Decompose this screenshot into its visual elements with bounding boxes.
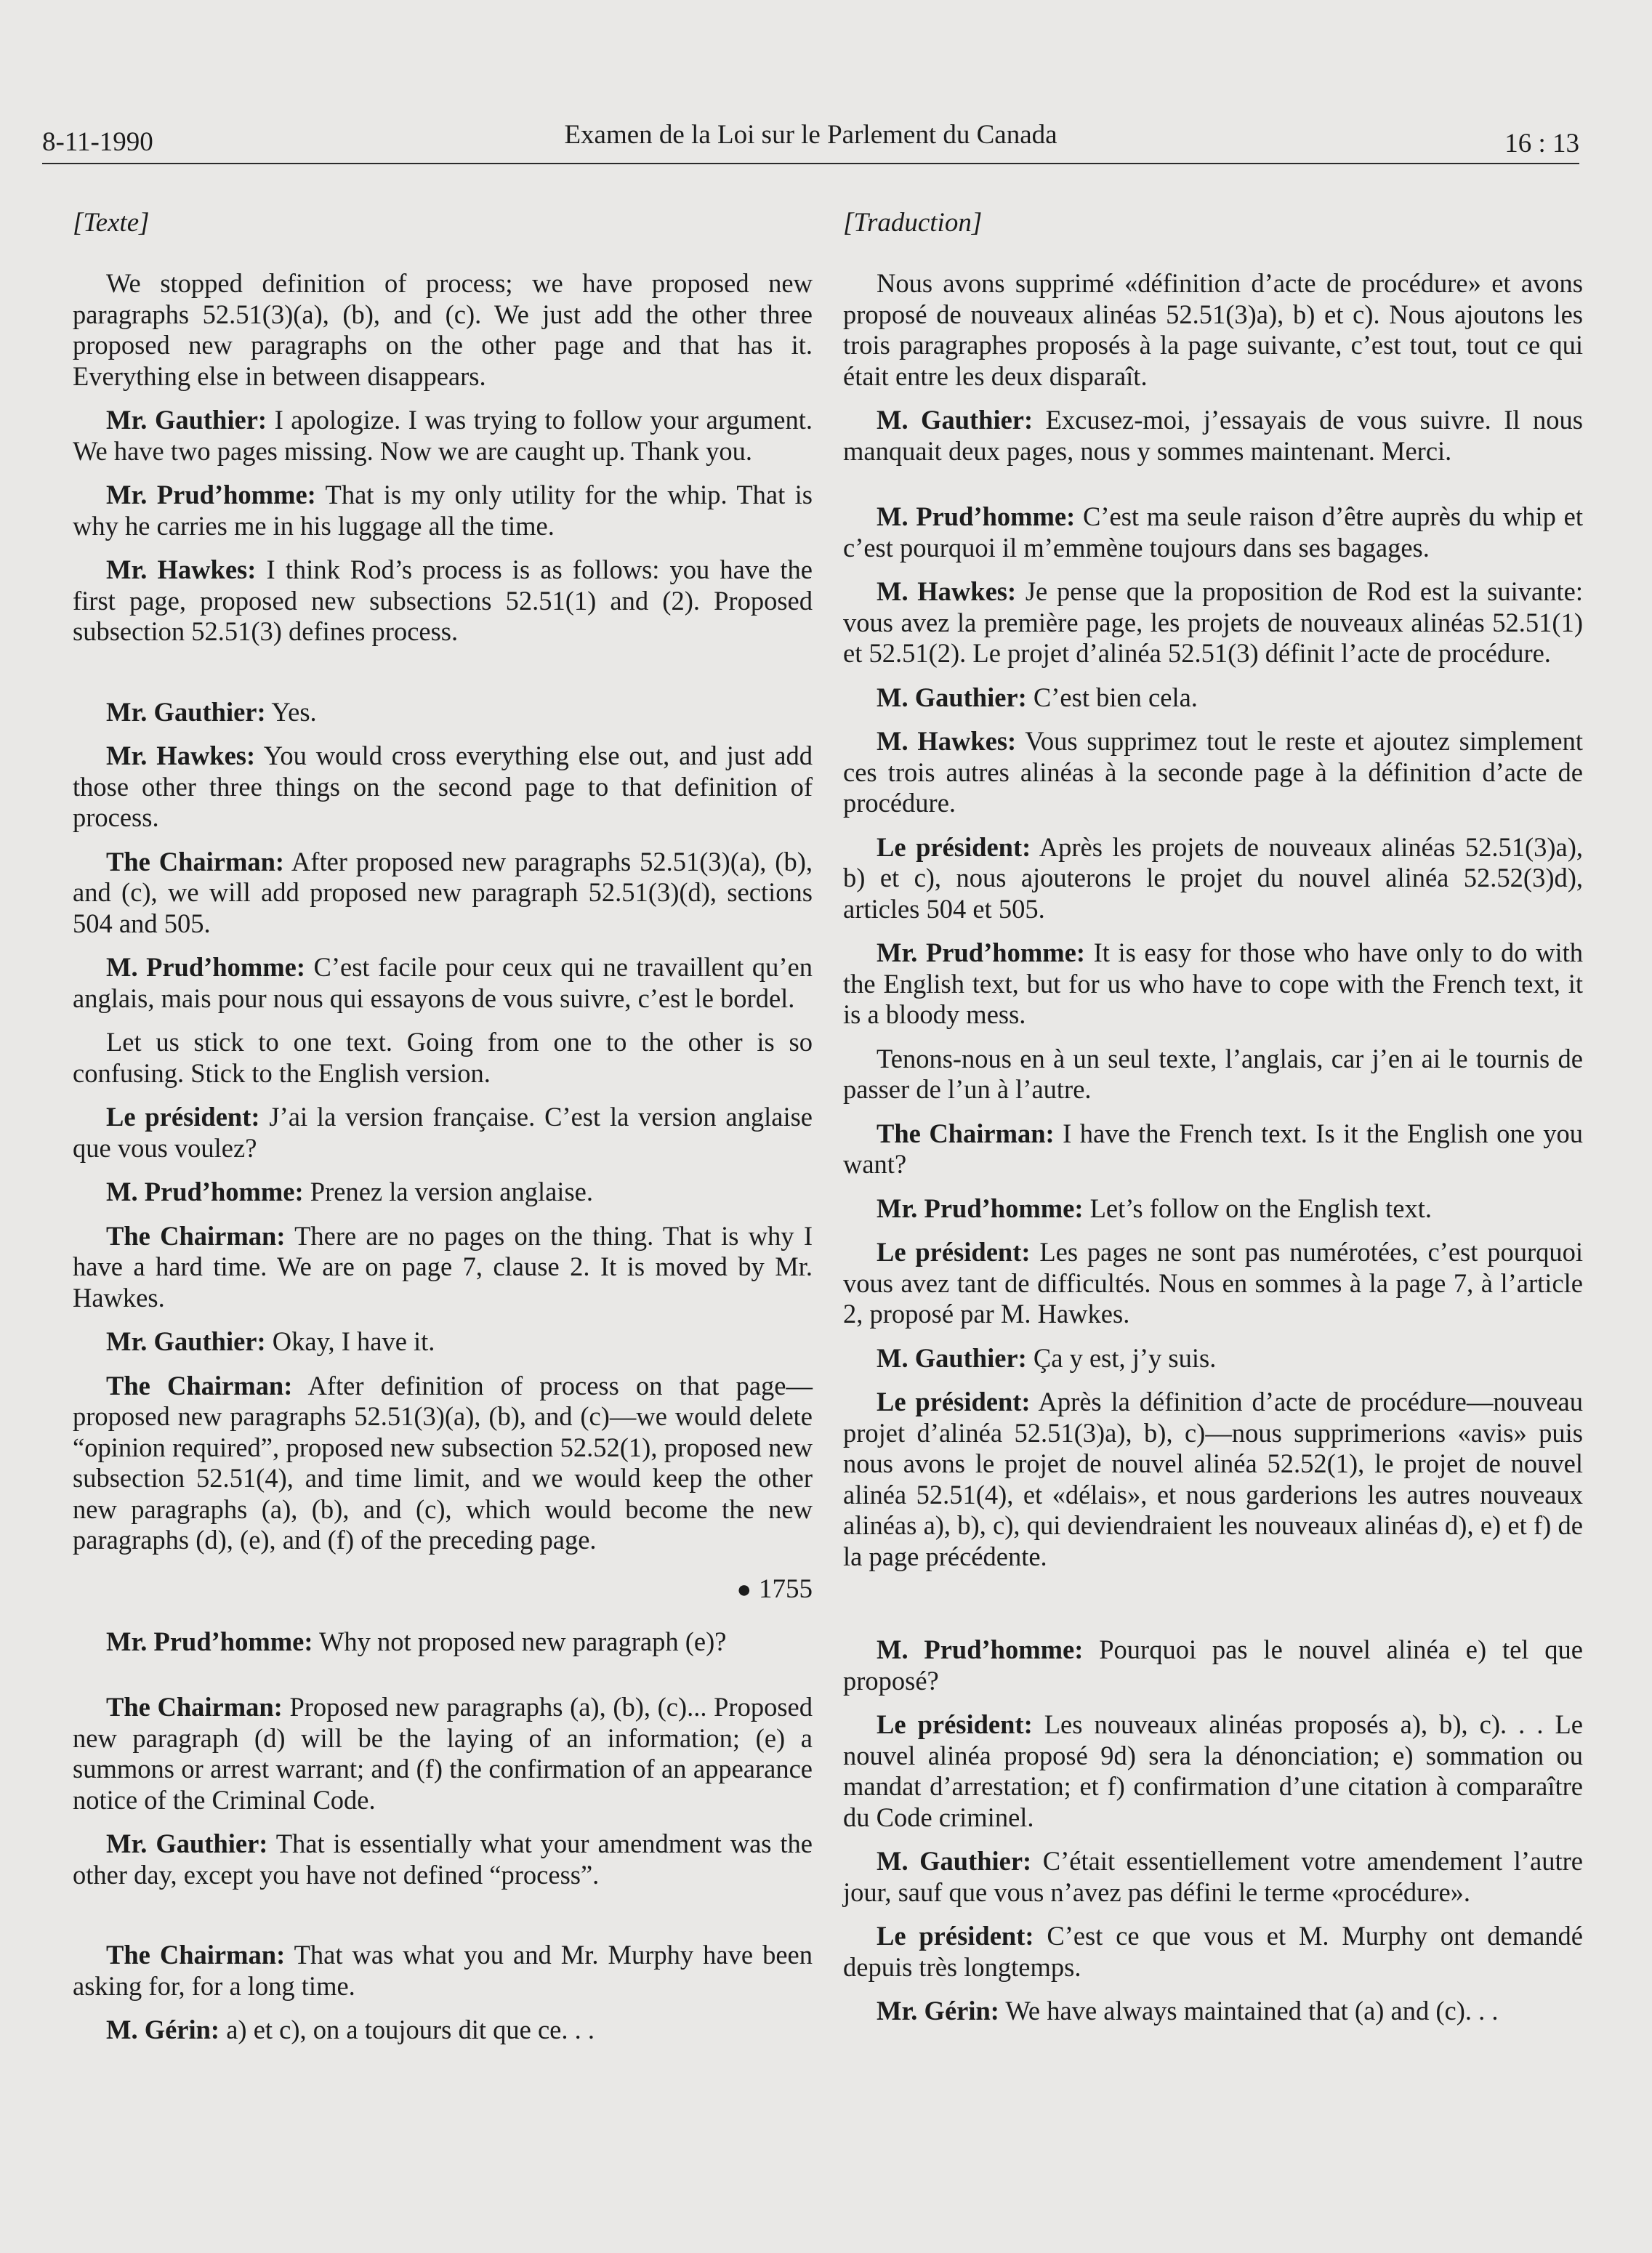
para-text: You would cross everything else out, and just add those other three things on the second page to that definition of process. [73,741,813,832]
para-text: After proposed new paragraphs 52.51(3)(a), (b), and (c), we will add proposed new paragraph 52.51(3)(d), sections 504 and 505. [73,846,813,938]
speaker: Mr. Prud’homme: [106,1626,313,1656]
speaker: Mr. Prud’homme: [877,938,1085,967]
spacer [73,1670,813,1692]
speaker: M. Gérin: [106,2015,220,2044]
time-marker-value: 1755 [759,1573,813,1604]
speaker: M. Prud’homme: [106,1177,304,1206]
left-column [73,207,813,2059]
right-para-14 [843,1387,1583,1572]
para-text: Prenez la version anglaise. [303,1177,593,1206]
spacer [73,1903,813,1940]
right-para-17 [843,1846,1583,1908]
left-para-18 [73,1940,813,2002]
para-text: That is essentially what your amendment was the other day, except you have not defined “process”. [73,1829,813,1890]
right-para-16 [843,1709,1583,1833]
left-para-12 [73,1221,813,1314]
speaker: Le président: [877,1237,1031,1267]
header-page-number: 16 : 13 [1504,129,1579,158]
speaker: M. Hawkes: [877,576,1017,606]
speaker: M. Gauthier: [877,682,1027,712]
bullet-icon: ● [736,1576,752,1603]
left-para-8 [73,952,813,1014]
para-text: J’ai la version française. C’est la version anglaise que vous voulez? [73,1102,813,1163]
right-para-9 [843,1044,1583,1105]
right-para-18 [843,1921,1583,1983]
para-text: Ça y est, j’y suis. [1026,1342,1217,1373]
speaker: Mr. Gauthier: [106,405,267,435]
left-para-1 [73,268,813,392]
spacer [843,1585,1583,1635]
para-text: Nous avons supprimé «définition d’acte de procédure» et avons proposé de nouveaux alinéas 52.51(3)a), b) et c). Nous ajoutons les trois paragraphes proposés à la page suivante, c’est tout, tout ce qui était entre les deux disparaît. [843,268,1583,391]
right-para-5 [843,682,1583,714]
para-text: Proposed new paragraphs (a), (b), (c)... Proposed new paragraph (d) will be the laying of an information; (e) a summons or arrest warrant; and (f) the confirmation of an appearance notice of the Criminal Code. [73,1692,813,1815]
speaker: The Chairman: [106,1692,283,1722]
para-text: Okay, I have it. [265,1326,435,1356]
para-text: Yes. [265,696,317,727]
para-text: Je pense que la proposition de Rod est la suivante: vous avez la première page, les projets de nouveaux alinéas 52.51(1) et 52.51(2). Le projet d’alinéa 52.51(3) définit l’acte de procédure. [843,576,1583,668]
para-text: I have the French text. Is it the English one you want? [843,1118,1583,1179]
left-para-17 [73,1829,813,1890]
speaker: M. Gauthier: [877,1342,1027,1373]
para-text: Let us stick to one text. Going from one to the other is so confusing. Stick to the English version. [73,1027,813,1088]
speaker: M. Prud’homme: [106,952,306,982]
right-column-label: [Traduction] [843,208,983,238]
para-text: Les nouveaux alinéas proposés a), b), c). . . Le nouvel alinéa proposé 9d) sera la dénonciation; e) sommation ou mandat d’arrestation; et f) confirmation d’une citation à comparaître du Code criminel. [843,1709,1583,1832]
speaker: Le président: [877,1387,1031,1416]
right-para-15 [843,1635,1583,1696]
right-para-19 [843,1996,1583,2027]
left-para-6 [73,741,813,834]
speaker: Mr. Gauthier: [106,1829,268,1858]
para-text: I apologize. I was trying to follow your argument. We have two pages missing. Now we are caught up. Thank you. [73,405,813,466]
para-text: Pourquoi pas le nouvel alinéa e) tel que proposé? [843,1635,1583,1696]
speaker: M. Gauthier: [877,405,1033,435]
para-text: After definition of process on that page—proposed new paragraphs 52.51(3)(a), (b), and (c)—we would delete “opinion required”, proposed new subsection 52.52(1), proposed new subsection 52.51(4), and time limit, and we would keep the other new paragraphs (a), (b), and (c), which would become the new paragraphs (d), (e), and (f) of the preceding page. [73,1370,813,1555]
spacer [73,661,813,697]
speaker: The Chairman: [106,846,285,876]
speaker: Mr. Hawkes: [106,741,256,770]
speaker: Mr. Prud’homme: [877,1193,1084,1223]
header-title: Examen de la Loi sur le Parlement du Canada [564,120,1057,150]
left-para-7 [73,847,813,940]
para-text: I think Rod’s process is as follows: you have the first page, proposed new subsections 52.51(1) and (2). Proposed subsection 52.51(3) defines process. [73,555,813,646]
spacer [843,480,1583,501]
para-text: Après la définition d’acte de procédure—nouveau projet d’alinéa 52.51(3)a), b), c)—nous supprimerions «avis» puis nous avons le projet de nouvel alinéa 52.52(1), le projet de nouvel alinéa 52.51(4), et «délais», et nous garderions les autres nouveaux alinéas a), b), c), qui deviendraient les nouveaux alinéas d), e) et f) de la page précédente. [843,1387,1583,1571]
para-text: We have always maintained that (a) and (c). . . [999,1996,1499,2026]
para-text: a) et c), on a toujours dit que ce. . . [219,2015,595,2044]
speaker: Le président: [877,831,1031,862]
right-column [843,207,1583,2040]
speaker: Mr. Gauthier: [106,1326,266,1356]
para-text: We stopped definition of process; we have proposed new paragraphs 52.51(3)(a), (b), and (c). We just add the other three proposed new paragraphs on the other page and that has it. Everything else in between disappears. [73,268,813,391]
para-text: C’est ce que vous et M. Murphy ont demandé depuis très longtemps. [843,1921,1583,1982]
para-text: Why not proposed new paragraph (e)? [313,1626,727,1656]
para-text: Après les projets de nouveaux alinéas 52.51(3)a), b) et c), nous ajouterons le projet du nouvel alinéa 52.52(3)d), articles 504 et 505. [843,831,1583,924]
right-para-7 [843,832,1583,925]
left-para-2 [73,405,813,467]
left-para-13 [73,1326,813,1358]
right-para-8 [843,938,1583,1031]
speaker: The Chairman: [106,1940,286,1970]
left-para-11 [73,1177,813,1208]
speaker: Le président: [877,1709,1033,1739]
header-date: 8-11-1990 [42,127,153,157]
para-text: Tenons-nous en à un seul texte, l’anglais, car j’en ai le tournis de passer de l’un à l’autre. [843,1043,1583,1104]
right-para-13 [843,1343,1583,1374]
speaker: Mr. Hawkes: [106,555,257,584]
para-text: Les pages ne sont pas numérotées, c’est pourquoi vous avez tant de difficultés. Nous en sommes à la page 7, à l’article 2, proposé par M. Hawkes. [843,1237,1583,1329]
left-para-19 [73,2015,813,2046]
speaker: The Chairman: [106,1370,293,1400]
para-text: That is my only utility for the whip. That is why he carries me in his luggage all the time. [73,480,813,541]
left-para-5 [73,697,813,728]
right-para-10 [843,1119,1583,1180]
para-text: C’était essentiellement votre amendement l’autre jour, sauf que vous n’avez pas défini le terme «procédure». [843,1846,1583,1907]
para-text: C’est ma seule raison d’être auprès du whip et c’est pourquoi il m’emmène toujours dans ses bagages. [843,501,1583,563]
speaker: M. Hawkes: [877,726,1017,756]
speaker: Mr. Gauthier: [106,696,266,727]
speaker: M. Prud’homme: [877,501,1076,531]
speaker: Mr. Prud’homme: [106,480,316,509]
para-text: That was what you and Mr. Murphy have been asking for, for a long time. [73,1940,813,2001]
para-text: Vous supprimez tout le reste et ajoutez simplement ces trois autres alinéas à la seconde page à la définition d’acte de procédure. [843,726,1583,818]
right-para-11 [843,1193,1583,1225]
right-para-3 [843,501,1583,563]
left-para-9 [73,1027,813,1089]
left-label-text: Texte [83,208,140,238]
para-text: C’est facile pour ceux qui ne travaillent qu’en anglais, mais pour nous qui essayons de vous suivre, c’est le bordel. [73,952,813,1013]
left-para-15 [73,1627,813,1658]
right-label-text: Traduction [853,208,972,238]
para-text: Let’s follow on the English text. [1083,1193,1433,1223]
speaker: M. Gauthier: [877,1846,1032,1876]
para-text: There are no pages on the thing. That is why I have a hard time. We are on page 7, clause 2. It is moved by Mr. Hawkes. [73,1220,813,1313]
speaker: The Chairman: [877,1118,1055,1148]
left-para-3 [73,480,813,541]
speaker: M. Prud’homme: [877,1635,1084,1664]
right-para-6 [843,726,1583,819]
left-para-14 [73,1371,813,1556]
speaker: Le président: [877,1921,1034,1951]
para-text: Excusez-moi, j’essayais de vous suivre. Il nous manquait deux pages, nous y sommes maintenant. Merci. [843,405,1583,466]
speaker: Le président: [106,1102,260,1132]
page-header [42,118,1579,164]
left-para-10 [73,1102,813,1164]
speaker: Mr. Gérin: [877,1996,999,2026]
right-para-12 [843,1237,1583,1330]
right-para-4 [843,576,1583,669]
time-marker [73,1573,813,1606]
para-text: It is easy for those who have only to do with the English text, but for us who have to cope with the French text, it is a bloody mess. [843,938,1583,1029]
speaker: The Chairman: [106,1220,286,1251]
right-para-2 [843,405,1583,467]
left-column-label: [Texte] [73,208,150,238]
left-para-16 [73,1692,813,1815]
right-para-1 [843,268,1583,392]
para-text: C’est bien cela. [1026,682,1198,712]
left-para-4 [73,555,813,648]
